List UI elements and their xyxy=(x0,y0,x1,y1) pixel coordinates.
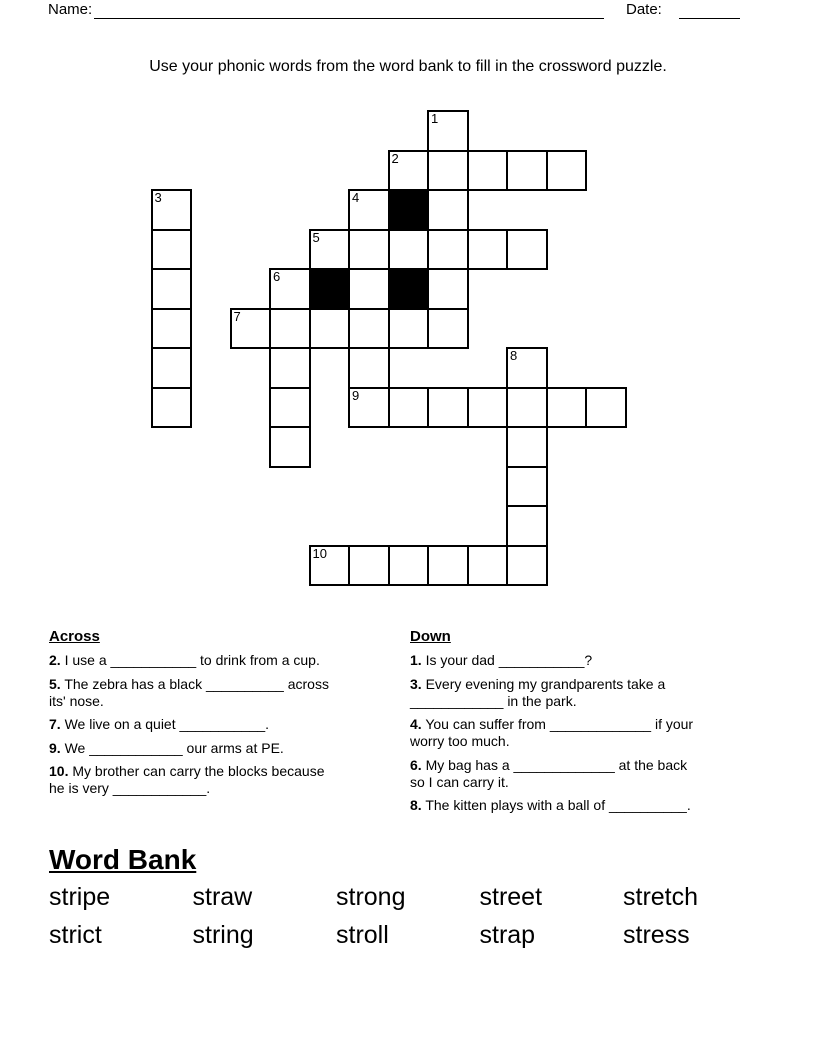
clue-down-3 xyxy=(410,676,814,710)
grid-cell[interactable] xyxy=(427,308,469,350)
grid-cell[interactable] xyxy=(269,387,311,429)
grid-cell[interactable] xyxy=(506,229,548,271)
grid-cell[interactable] xyxy=(269,426,311,468)
clue-down-6 xyxy=(410,757,814,791)
black-cell xyxy=(388,189,430,231)
clue-text: Is your dad ___________? xyxy=(425,652,593,668)
grid-cell[interactable] xyxy=(506,426,548,468)
word-bank-word: stretch xyxy=(623,883,699,911)
instruction-text: Use your phonic words from the word bank to fill in the crossword puzzle. xyxy=(149,58,667,75)
grid-cell[interactable] xyxy=(506,347,548,389)
grid-cell[interactable] xyxy=(467,545,509,587)
word-bank-word: string xyxy=(192,921,254,949)
grid-cell[interactable] xyxy=(427,545,469,587)
date-label: Date: xyxy=(626,1,662,18)
down-heading: Down xyxy=(410,628,451,645)
word-bank-word: strict xyxy=(49,921,102,949)
grid-cell[interactable] xyxy=(427,110,469,152)
name-label: Name: xyxy=(48,1,93,18)
grid-cell[interactable] xyxy=(467,229,509,271)
cell-number: 3 xyxy=(154,190,162,205)
clue-number: 4. xyxy=(410,716,422,732)
grid-cell[interactable] xyxy=(585,387,627,429)
grid-cell[interactable] xyxy=(348,229,390,271)
clue-text: The kitten plays with a ball of __________. xyxy=(425,797,691,813)
word-bank-word: strap xyxy=(479,921,536,949)
clue-text: its' nose. xyxy=(49,692,104,709)
grid-cell[interactable] xyxy=(230,308,272,350)
clue-text: I use a ___________ to drink from a cup. xyxy=(64,652,320,668)
grid-cell[interactable] xyxy=(506,505,548,547)
grid-cell[interactable] xyxy=(348,308,390,350)
grid-cell[interactable] xyxy=(388,545,430,587)
clue-text: so I can carry it. xyxy=(410,773,509,790)
across-clue-list xyxy=(49,652,405,797)
grid-cell[interactable] xyxy=(151,189,193,231)
word-bank-word: straw xyxy=(192,883,253,911)
cell-number: 9 xyxy=(352,387,360,403)
grid-cell[interactable] xyxy=(269,308,311,350)
grid-cell[interactable] xyxy=(427,268,469,310)
grid-cell[interactable] xyxy=(388,150,430,192)
clue-text: ____________ in the park. xyxy=(410,692,577,709)
clue-text: worry too much. xyxy=(410,733,510,749)
cell-number: 7 xyxy=(233,308,241,324)
clue-number: 5. xyxy=(49,675,61,692)
grid-cell[interactable] xyxy=(269,268,311,310)
grid-cell[interactable] xyxy=(348,387,390,429)
grid-cell[interactable] xyxy=(506,466,548,508)
clue-across-9 xyxy=(49,740,405,757)
clue-text: You can suffer from _____________ if your xyxy=(425,716,694,732)
word-bank-heading: Word Bank xyxy=(49,844,197,875)
clue-text: We ____________ our arms at PE. xyxy=(64,739,284,756)
grid-cell[interactable] xyxy=(506,387,548,429)
across-clues-section xyxy=(49,628,405,804)
grid-cell[interactable] xyxy=(388,229,430,271)
grid-cell[interactable] xyxy=(151,229,193,271)
grid-cell[interactable] xyxy=(151,347,193,389)
grid-cell[interactable] xyxy=(151,308,193,350)
clue-number: 2. xyxy=(49,652,61,668)
cell-number: 1 xyxy=(431,111,439,126)
word-bank-word: stripe xyxy=(49,883,111,911)
grid-cell[interactable] xyxy=(546,150,588,192)
clue-text: he is very ____________. xyxy=(49,780,211,796)
grid-cell[interactable] xyxy=(348,189,390,231)
grid-cell[interactable] xyxy=(427,387,469,429)
name-field[interactable] xyxy=(94,0,604,19)
black-cell xyxy=(388,268,430,310)
grid-cell[interactable] xyxy=(427,150,469,192)
cell-number: 8 xyxy=(510,348,518,363)
clue-number: 7. xyxy=(49,716,61,732)
grid-cell[interactable] xyxy=(506,545,548,587)
grid-cell[interactable] xyxy=(467,387,509,429)
cell-number: 6 xyxy=(273,269,281,284)
word-bank-word: stress xyxy=(623,921,690,949)
grid-cell[interactable] xyxy=(151,268,193,310)
grid-cell[interactable] xyxy=(269,347,311,389)
clue-across-2 xyxy=(49,652,405,669)
clue-down-1 xyxy=(410,652,814,669)
grid-cell[interactable] xyxy=(348,268,390,310)
date-field[interactable] xyxy=(679,0,740,19)
grid-cell[interactable] xyxy=(506,150,548,192)
clue-number: 9. xyxy=(49,739,61,756)
clue-number: 1. xyxy=(410,652,422,668)
clue-number: 8. xyxy=(410,797,422,813)
clue-text: Every evening my grandparents take a xyxy=(425,675,666,692)
down-clue-list xyxy=(410,652,814,814)
grid-cell[interactable] xyxy=(427,229,469,271)
clue-text: We live on a quiet ___________. xyxy=(64,716,270,732)
word-bank-list xyxy=(49,884,767,948)
grid-cell[interactable] xyxy=(309,308,351,350)
clue-across-5 xyxy=(49,676,405,710)
clue-number: 3. xyxy=(410,675,422,692)
grid-cell[interactable] xyxy=(309,545,351,587)
grid-cell[interactable] xyxy=(388,387,430,429)
clue-number: 10. xyxy=(49,763,69,779)
clue-down-4 xyxy=(410,716,814,750)
down-clues-section xyxy=(410,628,814,821)
grid-cell[interactable] xyxy=(348,545,390,587)
clue-text: My brother can carry the blocks because xyxy=(72,763,325,779)
clue-across-10 xyxy=(49,763,405,797)
black-cell xyxy=(309,268,351,310)
clue-across-7 xyxy=(49,716,405,733)
grid-cell[interactable] xyxy=(427,189,469,231)
word-bank-word: strong xyxy=(336,883,406,911)
clue-number: 6. xyxy=(410,756,422,773)
grid-cell[interactable] xyxy=(151,387,193,429)
across-heading: Across xyxy=(49,628,100,645)
grid-cell[interactable] xyxy=(546,387,588,429)
cell-number: 10 xyxy=(312,545,327,561)
grid-cell[interactable] xyxy=(467,150,509,192)
grid-cell[interactable] xyxy=(388,308,430,350)
clue-down-8 xyxy=(410,797,814,814)
grid-cell[interactable] xyxy=(348,347,390,389)
cell-number: 2 xyxy=(391,150,399,166)
grid-cell[interactable] xyxy=(309,229,351,271)
clue-text: The zebra has a black __________ across xyxy=(64,675,329,692)
clue-text: My bag has a _____________ at the back xyxy=(425,756,688,773)
cell-number: 4 xyxy=(352,190,360,205)
cell-number: 5 xyxy=(312,229,320,245)
word-bank-word: street xyxy=(479,883,543,911)
word-bank-word: stroll xyxy=(336,921,389,949)
